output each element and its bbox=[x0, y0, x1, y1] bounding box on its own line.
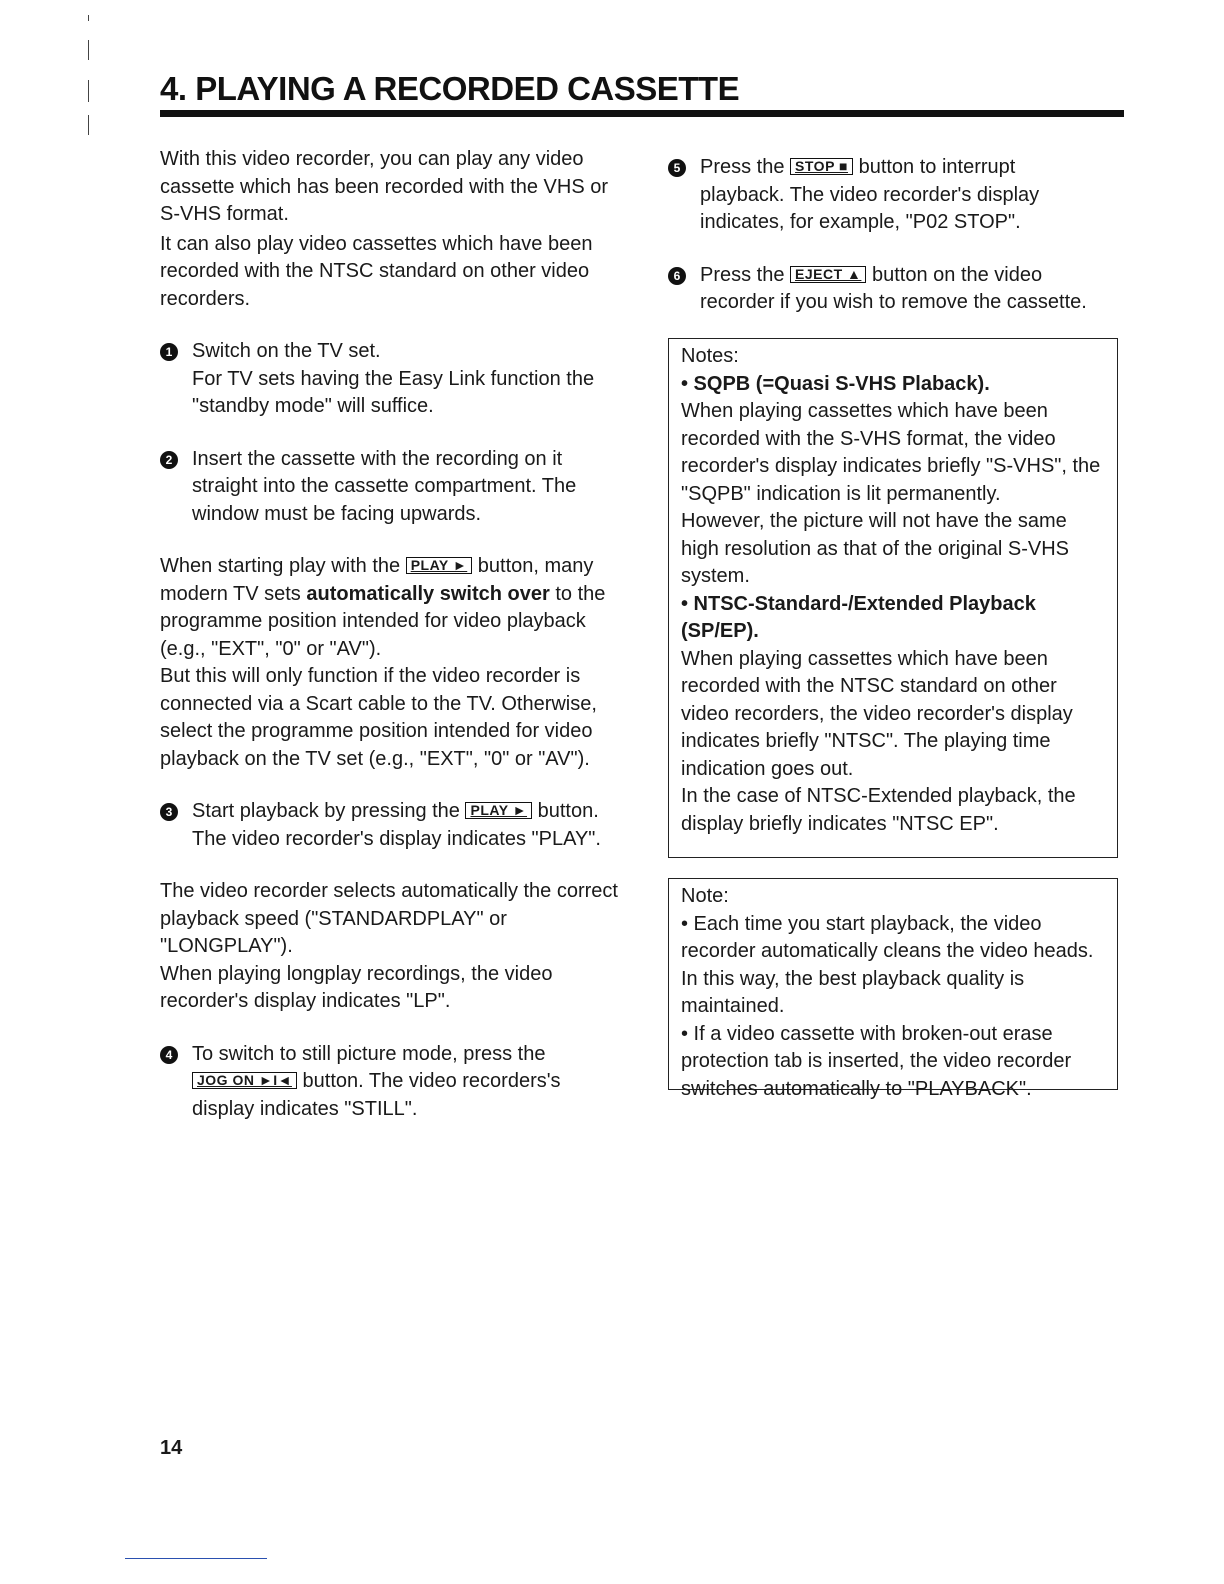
play-key-label: PLAY ► bbox=[465, 802, 532, 819]
note-box bbox=[668, 878, 1118, 1100]
eject-key-label: EJECT ▲ bbox=[790, 266, 866, 283]
intro-paragraph: It can also play video cassettes which have been recorded with the NTSC standard on other video recorders. bbox=[160, 232, 593, 310]
step-1 bbox=[160, 338, 622, 421]
step-text: Press the EJECT ▲ button on the video recorder if you wish to remove the cassette. bbox=[700, 263, 1087, 313]
speed-paragraph: The video recorder selects automatically the correct playback speed ("STANDARDPLAY" or "LONGPLAY"). bbox=[160, 880, 618, 957]
step-number: 1 bbox=[160, 343, 178, 361]
step-number: 5 bbox=[668, 159, 686, 177]
step-number: 2 bbox=[160, 451, 178, 469]
step-text: To switch to still picture mode, press the JOG ON ►I◄ button. The video recorders's display indicates "STILL". bbox=[192, 1042, 561, 1120]
jog-key-label: JOG ON ►I◄ bbox=[192, 1072, 297, 1089]
step-text: Start playback by pressing the PLAY ► button. The video recorder's display indicates "PLAY". bbox=[192, 800, 601, 850]
note-item: • If a video cassette with broken-out erase protection tab is inserted, the video recorder switches automatically to "PLAYBACK". bbox=[681, 1022, 1072, 1100]
step-subtext: For TV sets having the Easy Link function the "standby mode" will suffice. bbox=[192, 367, 595, 417]
step-text: Switch on the TV set. bbox=[192, 340, 381, 362]
margin-mark bbox=[88, 80, 89, 102]
notes-heading: • SQPB (=Quasi S-VHS Plaback). bbox=[681, 372, 990, 395]
step-text: Insert the cassette with the recording on it straight into the cassette compartment. The window must be facing upwards. bbox=[192, 447, 577, 525]
intro-paragraph: With this video recorder, you can play any video cassette which has been recorded with the VHS or S-VHS format. bbox=[160, 148, 609, 225]
notes-text: In the case of NTSC-Extended playback, the display briefly indicates "NTSC EP". bbox=[681, 785, 1076, 835]
footer-line bbox=[125, 1558, 267, 1559]
notes-box bbox=[668, 338, 1118, 858]
step-5 bbox=[668, 154, 1088, 237]
title-rule bbox=[160, 110, 1124, 117]
step-6 bbox=[668, 262, 1088, 317]
page-title: 4. PLAYING A RECORDED CASSETTE bbox=[160, 70, 740, 107]
scart-paragraph: But this will only function if the video recorder is connected via a Scart cable to the TV. Otherwise, select the programme position intended for video playback on the TV set (e.g., "EXT", "0" or "AV"). bbox=[160, 665, 597, 770]
note-title: Note: bbox=[681, 885, 729, 907]
play-key-label: PLAY ► bbox=[406, 557, 473, 574]
notes-heading: • NTSC-Standard-/Extended Playback (SP/EP). bbox=[681, 592, 1036, 642]
note-item: • Each time you start playback, the video recorder automatically cleans the video heads. In this way, the best playback quality is maintained. bbox=[681, 912, 1094, 1017]
play-paragraph: When starting play with the PLAY ► button, many modern TV sets automatically switch over to the programme position intended for video playback (e.g., "EXT", "0" or "AV"). bbox=[160, 555, 606, 660]
notes-title: Notes: bbox=[681, 345, 739, 367]
notes-text: However, the picture will not have the same high resolution as that of the original S-VHS system. bbox=[681, 510, 1069, 587]
margin-mark bbox=[88, 15, 89, 21]
step-4 bbox=[160, 1041, 622, 1124]
notes-text: When playing cassettes which have been recorded with the S-VHS format, the video recorder's display indicates briefly "S-VHS", the "SQPB" indication is lit permanently. bbox=[681, 400, 1101, 505]
speed-paragraph: When playing longplay recordings, the video recorder's display indicates "LP". bbox=[160, 962, 553, 1012]
margin-mark bbox=[88, 40, 89, 60]
step-number: 3 bbox=[160, 803, 178, 821]
right-column bbox=[668, 154, 1088, 317]
step-number: 6 bbox=[668, 267, 686, 285]
step-number: 4 bbox=[160, 1046, 178, 1064]
step-2 bbox=[160, 446, 622, 529]
page-number: 14 bbox=[160, 1437, 183, 1459]
stop-key-label: STOP ■ bbox=[790, 158, 853, 175]
step-text: Press the STOP ■ button to interrupt playback. The video recorder's display indicates, for example, "P02 STOP". bbox=[700, 156, 1040, 233]
step-3 bbox=[160, 798, 622, 853]
notes-text: When playing cassettes which have been recorded with the NTSC standard on other video recorders, the video recorder's display indicates briefly "NTSC". The playing time indication goes out. bbox=[681, 647, 1073, 780]
left-column bbox=[160, 146, 622, 1123]
margin-mark bbox=[88, 115, 89, 135]
